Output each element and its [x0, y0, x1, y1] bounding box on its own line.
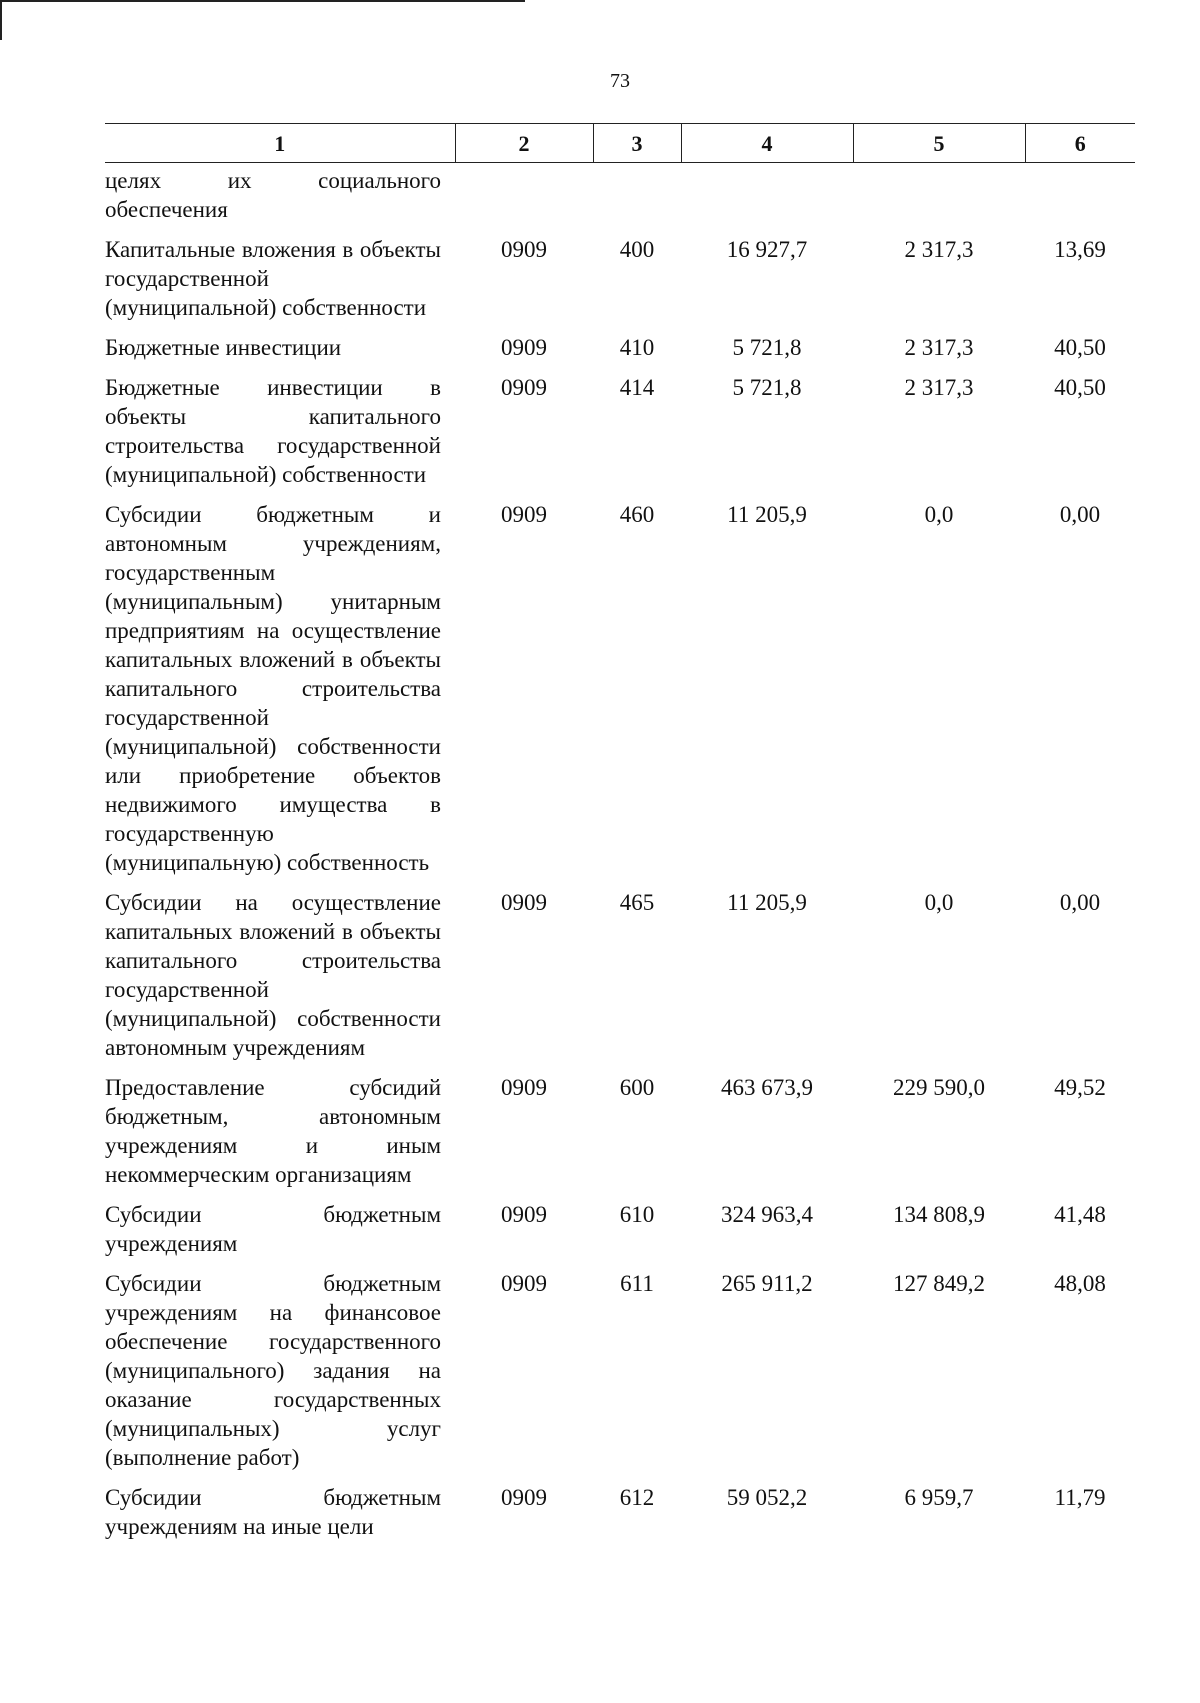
row-value-col-5: 2 317,3 [904, 237, 974, 262]
page-number: 73 [610, 70, 630, 92]
header-col-4: 4 [681, 124, 853, 163]
row-expense-type: 600 [619, 1075, 655, 1100]
row-expense-type: 400 [619, 237, 655, 262]
header-col-5: 5 [853, 124, 1025, 163]
header-col-2: 2 [455, 124, 593, 163]
row-expense-type: 612 [619, 1485, 655, 1510]
row-value-col-4: 59 052,2 [726, 1485, 808, 1510]
row-section-code: 0909 [501, 1075, 547, 1100]
row-expense-type: 465 [619, 890, 655, 915]
row-section-code: 0909 [501, 502, 547, 527]
row-expense-type: 460 [619, 502, 655, 527]
row-name: Бюджетные инвестиции в объекты капитального строительства государственной (муниципальной) собственности [105, 375, 441, 487]
table-row [105, 1263, 1135, 1477]
row-value-col-4: 11 205,9 [727, 502, 807, 527]
scan-edge-left [0, 0, 2, 40]
row-value-col-5: 127 849,2 [893, 1271, 985, 1296]
row-name: целях их социального обеспечения [105, 168, 441, 222]
table-row [105, 494, 1135, 882]
row-value-col-5: 6 959,7 [904, 1485, 974, 1510]
row-name: Субсидии бюджетным учреждениям [105, 1202, 441, 1256]
row-expense-type: 410 [619, 335, 655, 360]
row-value-col-6: 41,48 [1054, 1202, 1106, 1227]
row-value-col-5: 0,0 [924, 502, 954, 527]
header-col-3: 3 [593, 124, 681, 163]
table-row [105, 1067, 1135, 1194]
row-section-code: 0909 [501, 335, 547, 360]
row-name: Предоставление субсидий бюджетным, автономным учреждениям и иным некоммерческим организациям [105, 1075, 441, 1187]
row-value-col-4: 5 721,8 [732, 335, 802, 360]
row-value-col-4: 5 721,8 [732, 375, 802, 400]
row-value-col-5: 2 317,3 [904, 375, 974, 400]
row-expense-type [593, 163, 681, 230]
row-value-col-5 [853, 163, 1025, 230]
row-value-col-6 [1025, 163, 1135, 230]
table-row [105, 1477, 1135, 1546]
row-value-col-6: 48,08 [1054, 1271, 1106, 1296]
row-name: Субсидии на осуществление капитальных вложений в объекты капитального строительства государственной (муниципальной) собственности автономным учреждениям [105, 890, 441, 1060]
row-section-code: 0909 [501, 1271, 547, 1296]
table-row [105, 882, 1135, 1067]
row-value-col-5: 2 317,3 [904, 335, 974, 360]
row-value-col-4: 463 673,9 [721, 1075, 813, 1100]
header-col-6: 6 [1025, 124, 1135, 163]
row-value-col-4: 11 205,9 [727, 890, 807, 915]
row-value-col-6: 0,00 [1059, 890, 1101, 915]
row-value-col-4: 16 927,7 [726, 237, 808, 262]
scan-edge-top [0, 0, 525, 2]
row-name: Бюджетные инвестиции [105, 335, 342, 360]
row-value-col-4: 265 911,2 [721, 1271, 813, 1296]
table-row [105, 367, 1135, 494]
row-value-col-6: 0,00 [1059, 502, 1101, 527]
row-value-col-6: 40,50 [1054, 335, 1106, 360]
row-section-code: 0909 [501, 237, 547, 262]
row-section-code: 0909 [501, 1485, 547, 1510]
row-value-col-4 [681, 163, 853, 230]
table-header-row [105, 124, 1135, 163]
row-name: Субсидии бюджетным и автономным учреждениям, государственным (муниципальным) унитарным предприятиям на осуществление капитальных вложений в объекты капитального строительства государственной (муниципальной) собственности или приобретение объектов недвижимого имущества в государственную (муниципальную) собственность [105, 502, 441, 875]
table-row [105, 1194, 1135, 1263]
row-expense-type: 611 [620, 1271, 654, 1296]
table-row [105, 163, 1135, 230]
row-value-col-6: 13,69 [1054, 237, 1106, 262]
row-expense-type: 414 [619, 375, 655, 400]
row-section-code [455, 163, 593, 230]
table-row [105, 327, 1135, 367]
row-value-col-6: 40,50 [1054, 375, 1106, 400]
row-name: Капитальные вложения в объекты государственной (муниципальной) собственности [105, 237, 441, 320]
row-section-code: 0909 [501, 375, 547, 400]
row-name: Субсидии бюджетным учреждениям на финансовое обеспечение государственного (муниципального) задания на оказание государственных (муниципальных) услуг (выполнение работ) [105, 1271, 441, 1470]
row-value-col-5: 229 590,0 [893, 1075, 985, 1100]
row-section-code: 0909 [501, 1202, 547, 1227]
budget-table [105, 123, 1135, 1546]
row-value-col-5: 0,0 [924, 890, 954, 915]
row-value-col-6: 49,52 [1054, 1075, 1106, 1100]
row-value-col-6: 11,79 [1054, 1485, 1106, 1510]
row-value-col-5: 134 808,9 [893, 1202, 985, 1227]
row-expense-type: 610 [619, 1202, 655, 1227]
table-row [105, 229, 1135, 327]
row-value-col-4: 324 963,4 [721, 1202, 813, 1227]
header-col-1: 1 [105, 124, 455, 163]
row-section-code: 0909 [501, 890, 547, 915]
row-name: Субсидии бюджетным учреждениям на иные цели [105, 1485, 441, 1539]
